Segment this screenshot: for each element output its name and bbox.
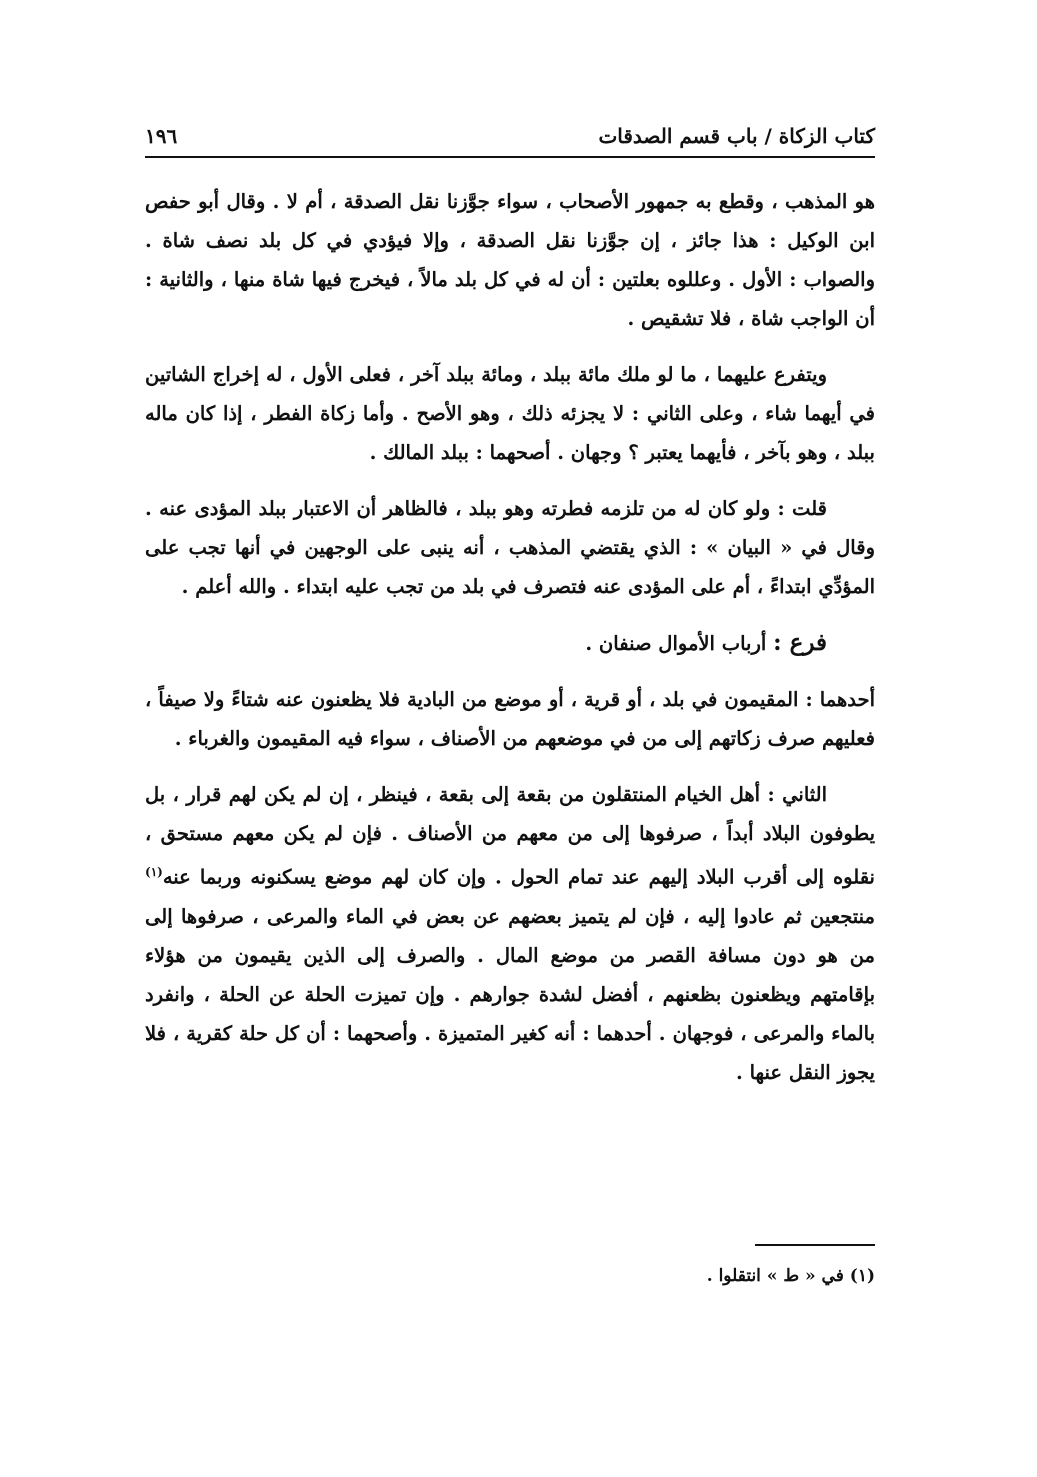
paragraph: ويتفرع عليهما ، ما لو ملك مائة ببلد ، ومائة ببلد آخر ، فعلى الأول ، له إخراج الشاتين في أيهما شاء ، وعلى الثاني : لا يجزئه ذلك ، وهو الأصح . وأما زكاة الفطر ، إذا كان ماله ببلد ، وهو بآخر ، فأيهما يعتبر ؟ وجهان . أصحهما : ببلد المالك . (145, 363, 875, 464)
footnote: (١) في « ط » انتقلوا . (706, 1266, 875, 1286)
page-number: ١٩٦ (145, 124, 178, 148)
main-text (145, 182, 875, 1109)
branch-heading: فرع : (773, 629, 827, 656)
running-header (145, 122, 875, 158)
paragraph-text-part: منتجعين ثم عادوا إليه ، فإن لم يتميز بعضهم عن بعض في الماء والمرعى ، صرفوها إلى من هو دون مسافة القصر من موضع المال . والصرف إلى الذين يقيمون من هؤلاء بإقامتهم ويظعنون بظعنهم ، أفضل لشدة جوارهم . وإن تميزت الحلة عن الحلة ، وانفرد بالماء والمرعى ، فوجهان . أحدهما : أنه كغير المتميزة . وأصحهما : أن كل حلة كقرية ، فلا يجوز النقل عنها . (145, 904, 875, 1084)
paragraph-text-part: الثاني : أهل الخيام المنتقلون من بقعة إلى بقعة ، فينظر ، إن لم يكن لهم قرار ، بل يطوفون البلاد أبداً ، صرفوها إلى من معهم من الأصناف . فإن لم يكن معهم مستحق ، نقلوه إلى أقرب البلاد إليهم عند تمام الحول . وإن كان لهم موضع يسكنونه وربما عنه (145, 783, 875, 889)
footnote-separator (755, 1244, 875, 1246)
branch-paragraph (145, 623, 875, 663)
running-title: كتاب الزكاة / باب قسم الصدقات (598, 124, 875, 148)
paragraph: هو المذهب ، وقطع به جمهور الأصحاب ، سواء جوَّزنا نقل الصدقة ، أم لا . وقال أبو حفص ابن الوكيل : هذا جائز ، إن جوَّزنا نقل الصدقة ، وإلا فيؤدي في كل بلد نصف شاة . والصواب : الأول . وعللوه بعلتين : أن له في كل بلد مالاً ، فيخرج فيها شاة منها ، والثانية : أن الواجب شاة ، فلا تشقيص . (145, 190, 875, 330)
paragraph: قلت : ولو كان له من تلزمه فطرته وهو ببلد ، فالظاهر أن الاعتبار ببلد المؤدى عنه . وقال في « البيان » : الذي يقتضي المذهب ، أنه ينبى على الوجهين في أنها تجب على المؤدِّي ابتداءً ، أم على المؤدى عنه فتصرف في بلد من تجب عليه ابتداء . والله أعلم . (145, 497, 875, 598)
paragraph: أحدهما : المقيمون في بلد ، أو قرية ، أو موضع من البادية فلا يظعنون عنه شتاءً ولا صيفاً ، فعليهم صرف زكاتهم إلى من في موضعهم من الأصناف ، سواء فيه المقيمون والغرباء . (145, 688, 875, 750)
footnote-reference[interactable]: (١) (145, 865, 163, 879)
paragraph-with-footnote (145, 775, 875, 1092)
branch-text: أرباب الأموال صنفان . (585, 632, 767, 655)
